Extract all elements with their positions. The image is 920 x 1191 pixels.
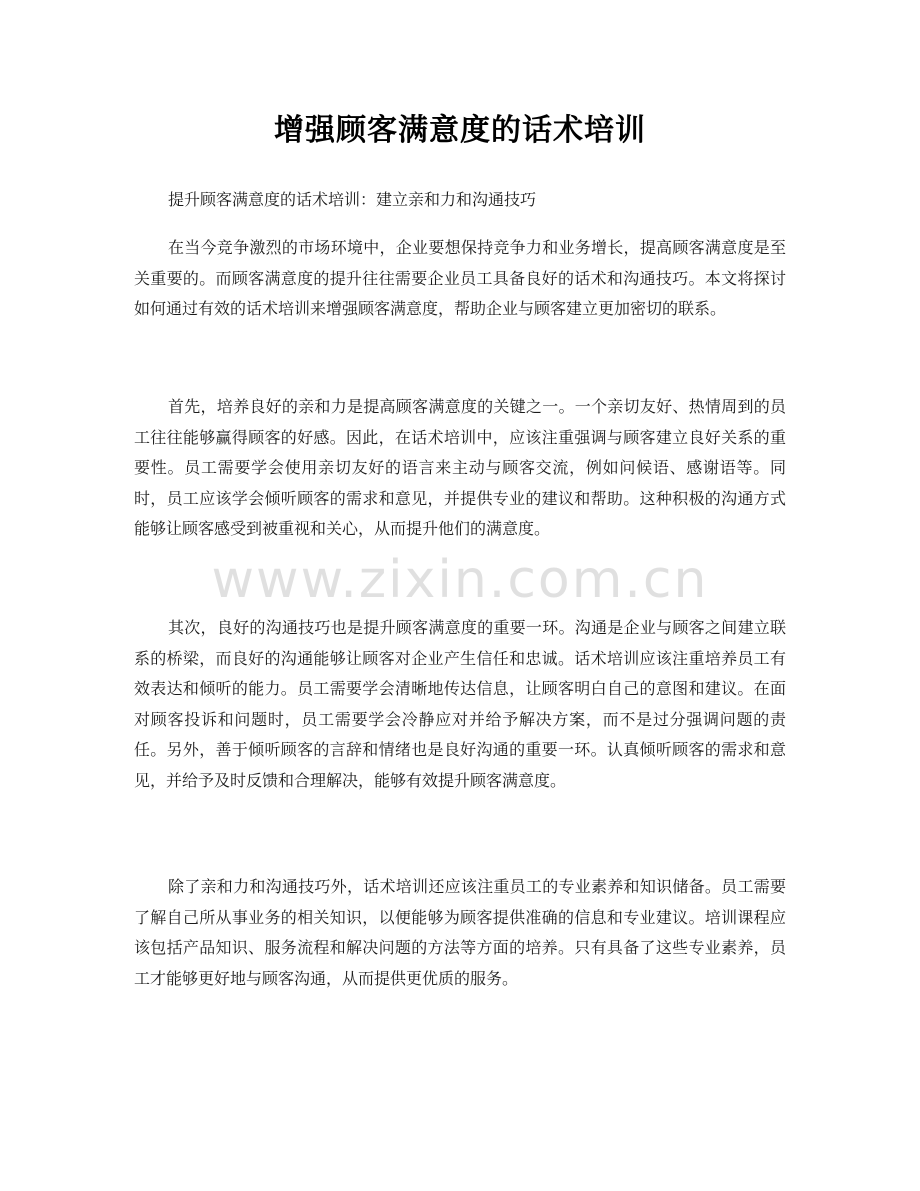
watermark: www.zixin.com.cn [211, 550, 709, 610]
document-subtitle: 提升顾客满意度的话术培训：建立亲和力和沟通技巧 [168, 190, 537, 209]
paragraph-rapport: 首先，培养良好的亲和力是提高顾客满意度的关键之一。一个亲切友好、热情周到的员工往往能够赢得顾客的好感。因此，在话术培训中，应该注重强调与顾客建立良好关系的重要性。员工需要学会使用亲切友好的语言来主动与顾客交流，例如问候语、感谢语等。同时，员工应该学会倾听顾客的需求和意见，并提供专业的建议和帮助。这种积极的沟通方式能够让顾客感受到被重视和关心，从而提升他们的满意度。 [134, 397, 786, 538]
paragraph-communication: 其次，良好的沟通技巧也是提升顾客满意度的重要一环。沟通是企业与顾客之间建立联系的桥梁，而良好的沟通能够让顾客对企业产生信任和忠诚。话术培训应该注重培养员工有效表达和倾听的能力。员工需要学会清晰地传达信息，让顾客明白自己的意图和建议。在面对顾客投诉和问题时，员工需要学会冷静应对并给予解决方案，而不是过分强调问题的责任。另外，善于倾听顾客的言辞和情绪也是良好沟通的重要一环。认真倾听顾客的需求和意见，并给予及时反馈和合理解决，能够有效提升顾客满意度。 [134, 618, 786, 790]
paragraph-intro: 在当今竞争激烈的市场环境中，企业要想保持竞争力和业务增长，提高顾客满意度是至关重要的。而顾客满意度的提升往往需要企业员工具备良好的话术和沟通技巧。本文将探讨如何通过有效的话术培训来增强顾客满意度，帮助企业与顾客建立更加密切的联系。 [134, 238, 786, 318]
paragraph-expertise: 除了亲和力和沟通技巧外，话术培训还应该注重员工的专业素养和知识储备。员工需要了解自己所从事业务的相关知识，以便能够为顾客提供准确的信息和专业建议。培训课程应该包括产品知识、服务流程和解决问题的方法等方面的培养。只有具备了这些专业素养，员工才能够更好地与顾客沟通，从而提供更优质的服务。 [134, 877, 786, 988]
document-title: 增强顾客满意度的话术培训 [274, 113, 646, 148]
